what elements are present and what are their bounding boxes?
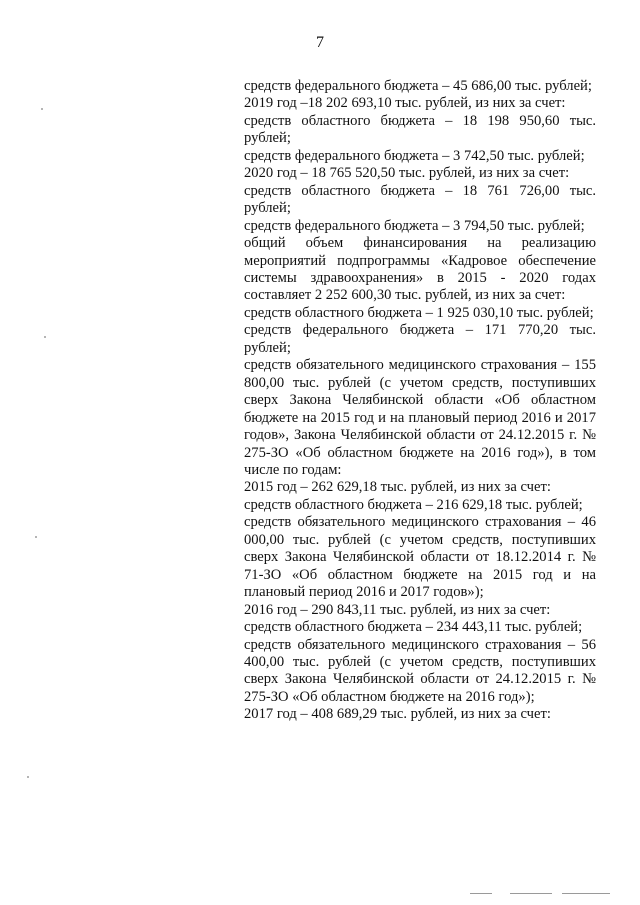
paragraph: средств обязательного медицинского страхования – 155 800,00 тыс. рублей (с учетом средств, поступивших сверх Закона Челябинской области «Об областном бюджете на 2015 год и на плановый период 2016 и 2017 годов», Закона Челябинской области от 24.12.2015 г. № 275-ЗО «Об областном бюджете на 2016 год»), в том числе по годам: (244, 357, 596, 478)
paragraph: 2015 год – 262 629,18 тыс. рублей, из них за счет: (244, 479, 551, 496)
paragraph: средств областного бюджета – 234 443,11 тыс. рублей; (244, 619, 583, 636)
scan-speck (41, 108, 43, 110)
body-text (244, 78, 596, 724)
paragraph: средств федерального бюджета – 171 770,20 тыс. рублей; (244, 322, 596, 356)
paragraph: средств областного бюджета – 216 629,18 тыс. рублей; (244, 496, 583, 513)
paragraph: средств областного бюджета – 18 761 726,00 тыс. рублей; (244, 182, 596, 217)
paragraph: 2020 год – 18 765 520,50 тыс. рублей, из них за счет: (244, 165, 570, 182)
paragraph: средств областного бюджета – 1 925 030,10 тыс. рублей; (244, 304, 594, 321)
scan-speck (27, 776, 29, 778)
scan-speck (44, 336, 46, 338)
scan-rule (470, 893, 492, 894)
paragraph: 2017 год – 408 689,29 тыс. рублей, из них за счет: (244, 706, 551, 723)
paragraph: общий объем финансирования на реализацию мероприятий подпрограммы «Кадровое обеспечение системы здравоохранения» в 2015 - 2020 годах составляет 2 252 600,30 тыс. рублей, из них за счет: (244, 235, 596, 304)
paragraph: средств федерального бюджета – 3 742,50 тыс. рублей; (244, 147, 585, 164)
page-number: 7 (316, 34, 324, 51)
paragraph: средств областного бюджета – 18 198 950,60 тыс. рублей; (244, 112, 596, 147)
paragraph: средств обязательного медицинского страхования – 56 400,00 тыс. рублей (с учетом средств, поступивших сверх Закона Челябинской области от 24.12.2015 г. № 275-ЗО «Об областном бюджете на 2016 год»); (244, 636, 596, 705)
paragraph: средств обязательного медицинского страхования – 46 000,00 тыс. рублей (с учетом средств, поступивших сверх Закона Челябинской области от 18.12.2014 г. № 71-ЗО «Об областном бюджете на 2015 год и на плановый период 2016 и 2017 годов»); (244, 514, 596, 601)
paragraph: 2019 год –18 202 693,10 тыс. рублей, из них за счет: (244, 95, 566, 112)
paragraph: средств федерального бюджета – 45 686,00 тыс. рублей; (244, 78, 592, 94)
scan-rule (562, 893, 610, 894)
scan-rule (510, 893, 552, 894)
paragraph: средств федерального бюджета – 3 794,50 тыс. рублей; (244, 217, 585, 234)
scan-speck (35, 536, 37, 538)
paragraph: 2016 год – 290 843,11 тыс. рублей, из них за счет: (244, 601, 551, 618)
